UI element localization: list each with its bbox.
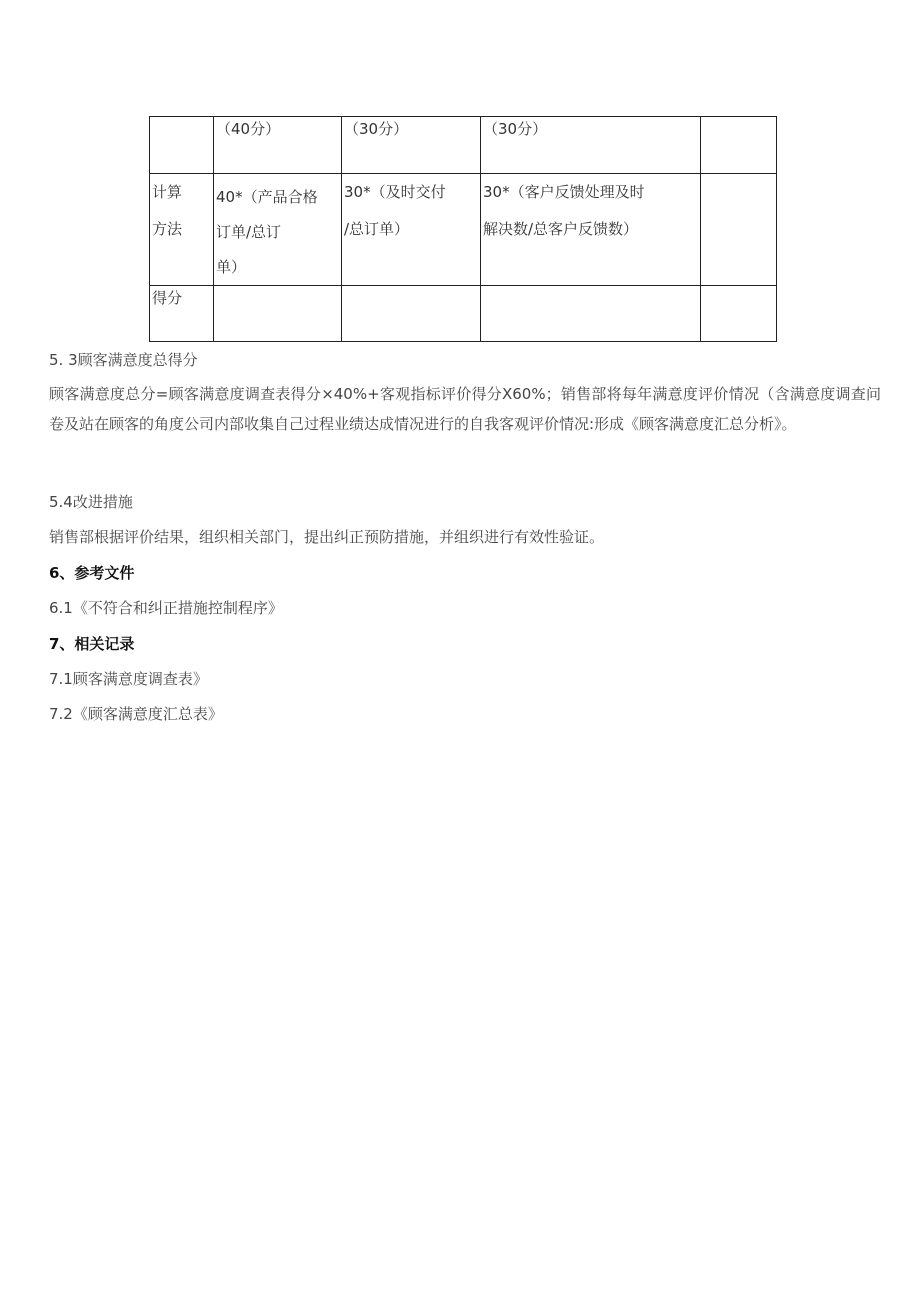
section-5-3-title: 5. 3顾客满意度总得分 bbox=[49, 351, 198, 369]
evaluation-table bbox=[149, 116, 777, 342]
table-cell: （30分） bbox=[342, 117, 481, 174]
section-7-heading: 7、相关记录 bbox=[49, 635, 135, 653]
table-cell: 计算 方法 bbox=[150, 174, 214, 286]
table-cell bbox=[214, 286, 342, 342]
table-cell bbox=[701, 117, 777, 174]
table-cell bbox=[701, 174, 777, 286]
table-cell: 40*（产品合格 订单/总订 单） bbox=[214, 174, 342, 286]
section-5-3-body: 顾客满意度总分=顾客满意度调查表得分×40%+客观指标评价得分X60%；销售部将每年满意度评价情况（含满意度调查问卷及站在顾客的角度公司内部收集自己过程业绩达成情况进行的自我客观评价情况:形成《顾客满意度汇总分析》。 bbox=[49, 385, 881, 433]
section-6-heading: 6、参考文件 bbox=[49, 564, 135, 582]
table-cell: 30*（及时交付 /总订单） bbox=[342, 174, 481, 286]
table-cell: （40分） bbox=[214, 117, 342, 174]
table-row bbox=[150, 286, 777, 342]
section-5-4-body: 销售部根据评价结果，组织相关部门，提出纠正预防措施，并组织进行有效性验证。 bbox=[49, 528, 605, 546]
table-row bbox=[150, 174, 777, 286]
table-cell bbox=[701, 286, 777, 342]
table-cell: 30*（客户反馈处理及时 解决数/总客户反馈数） bbox=[481, 174, 701, 286]
section-7-item: 7.1顾客满意度调查表》 bbox=[49, 670, 208, 688]
section-5-4-title: 5.4改进措施 bbox=[49, 493, 133, 511]
table-cell: （30分） bbox=[481, 117, 701, 174]
table-cell: 得分 bbox=[150, 286, 214, 342]
section-6-item: 6.1《不符合和纠正措施控制程序》 bbox=[49, 599, 283, 617]
table-row bbox=[150, 117, 777, 174]
table-cell bbox=[342, 286, 481, 342]
table-cell bbox=[150, 117, 214, 174]
table-cell bbox=[481, 286, 701, 342]
section-7-item: 7.2《顾客满意度汇总表》 bbox=[49, 705, 223, 723]
